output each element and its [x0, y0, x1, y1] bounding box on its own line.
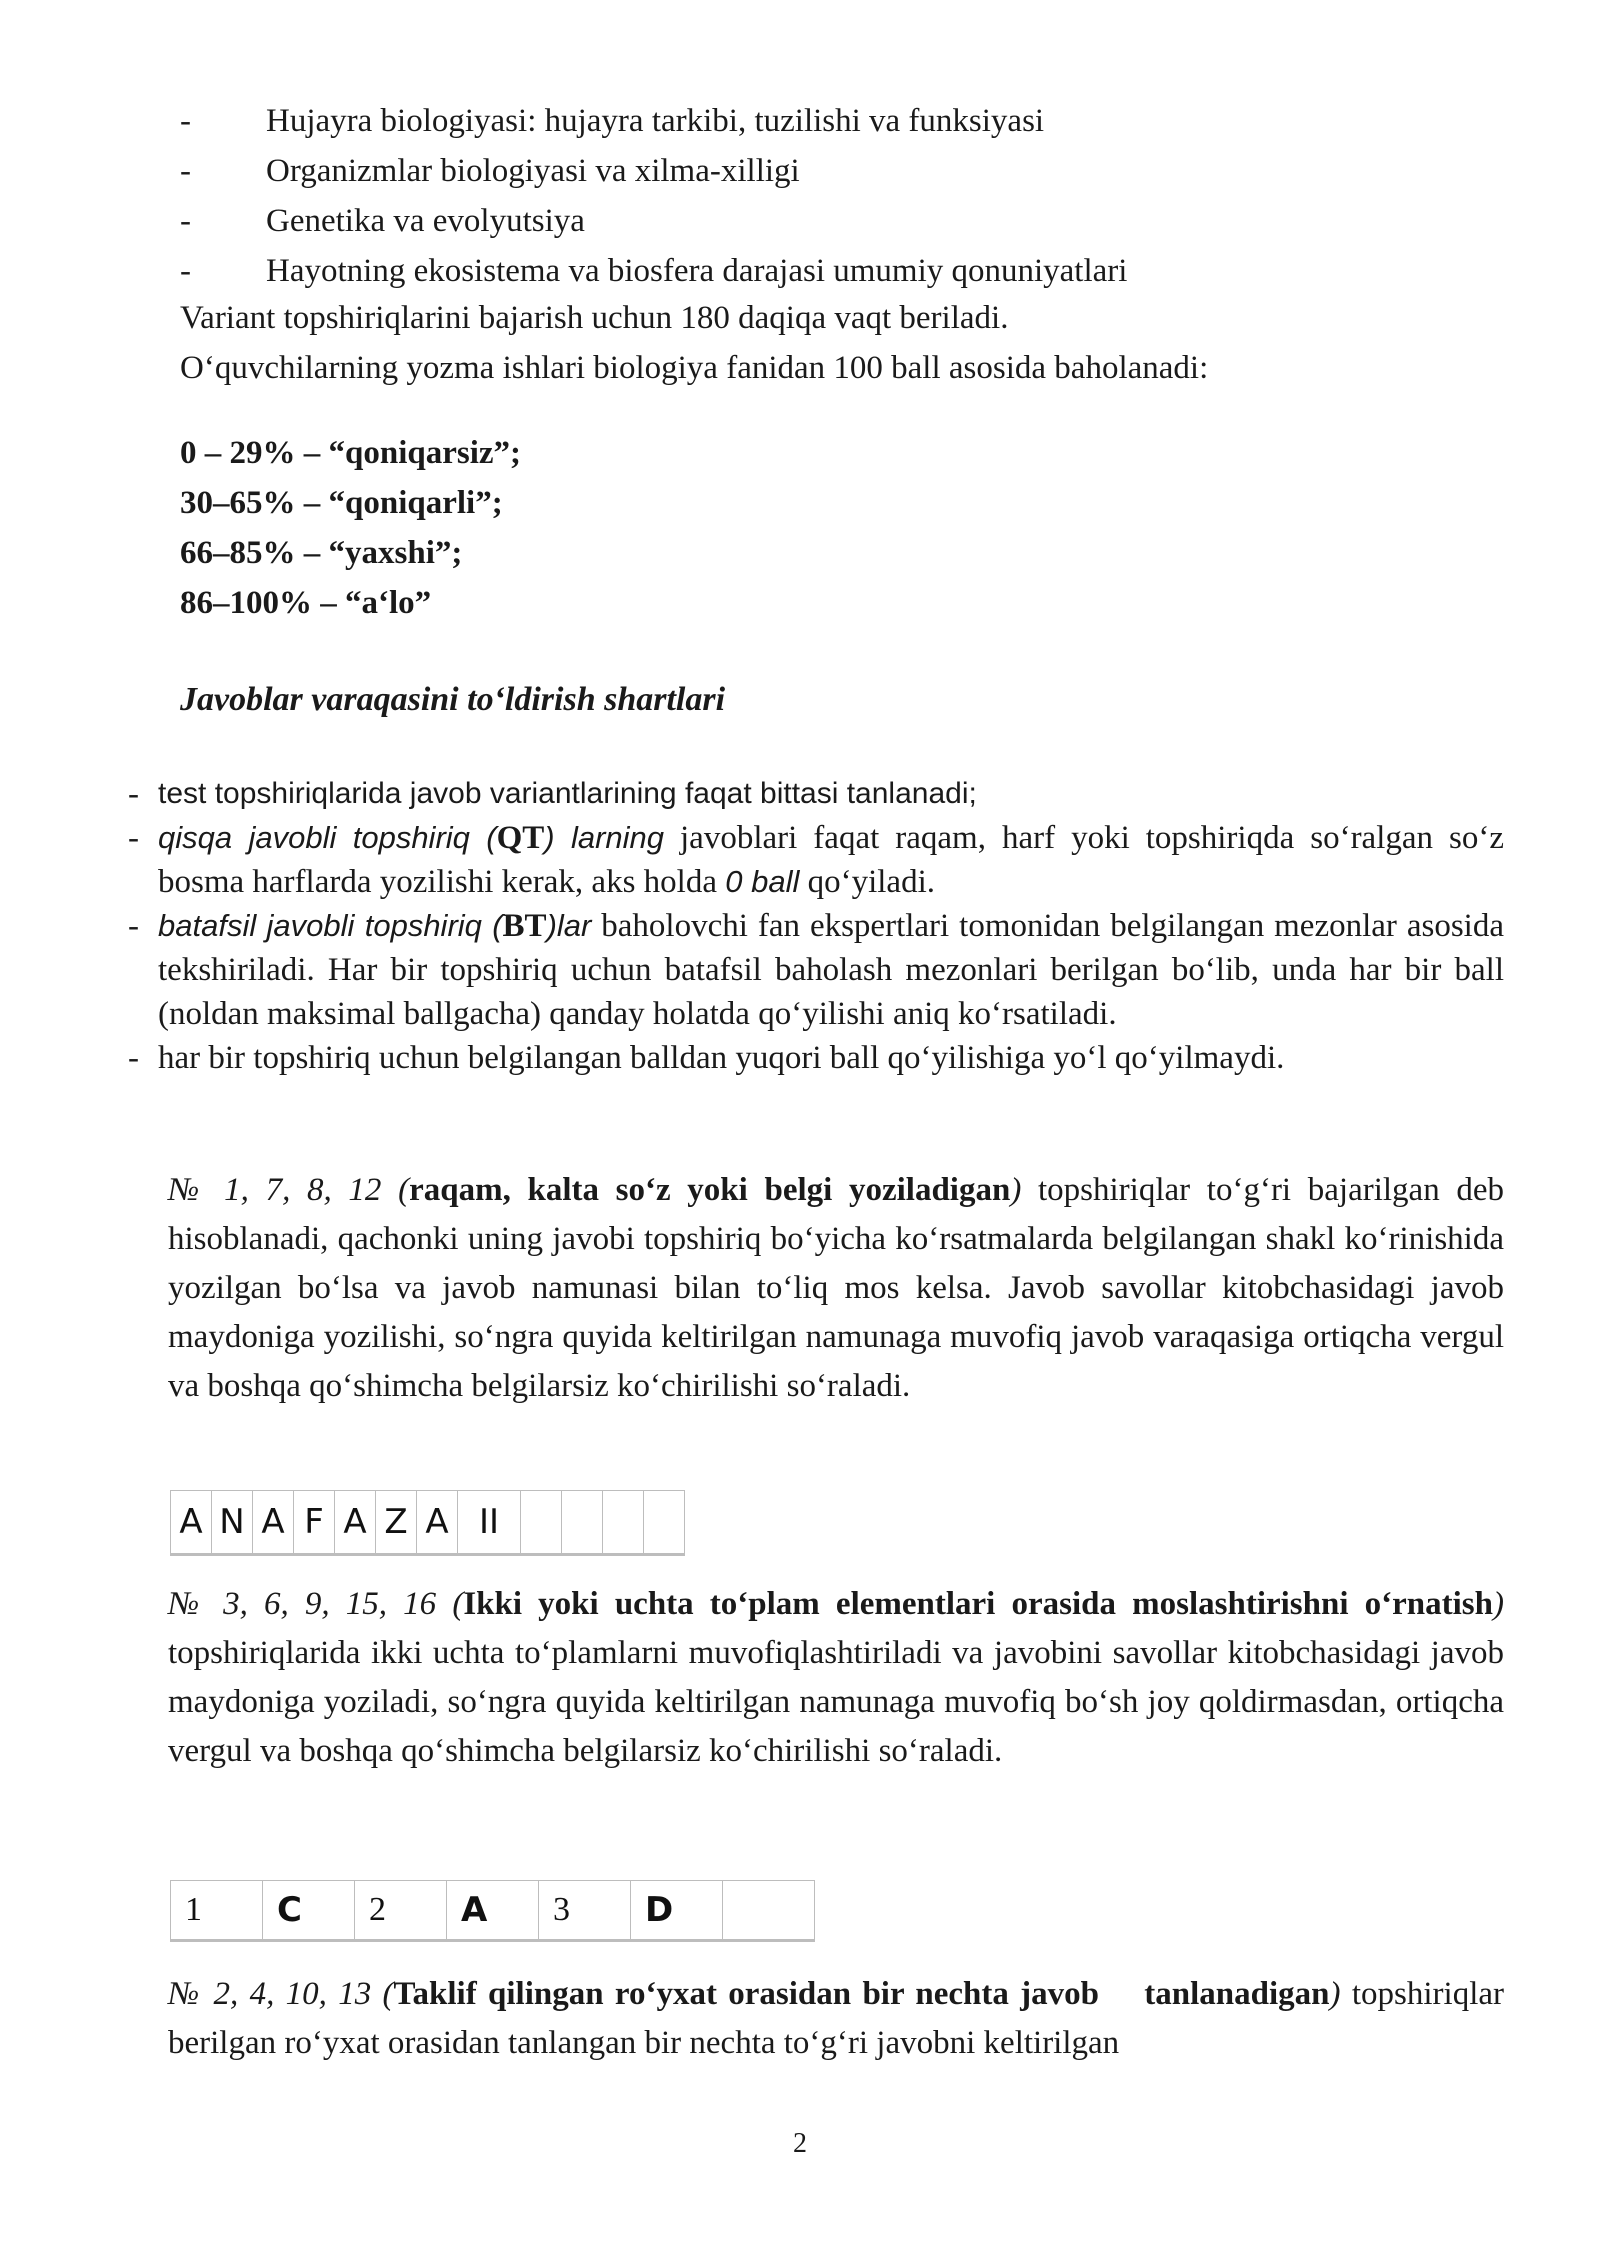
rule-bold: QT	[496, 820, 545, 856]
answer-cell	[562, 1491, 603, 1555]
answer-row	[171, 1491, 685, 1555]
answer-sample-grid	[170, 1490, 685, 1556]
rule-italic: batafsil javobli topshiriq (	[158, 908, 503, 943]
answer-cell: A	[253, 1491, 294, 1555]
topic-item	[180, 96, 1480, 146]
list-dash: -	[128, 820, 139, 856]
list-dash: -	[128, 908, 139, 944]
rules-list	[128, 772, 1504, 1080]
answer-cell: A	[447, 1881, 539, 1941]
rule-plain: baholovchi fan ekspertlari tomonidan belgilangan mezonlar asosida tekshiriladi. Har bir topshiriq uchun batafsil baholash mezonlari berilgan bo‘lib, unda har bir ball (noldan maksimal ballgacha) qanday holatda qo‘yilishi aniq ko‘rsatiladi.	[158, 908, 1504, 1032]
rule-item	[128, 904, 1504, 1036]
task-type: Taklif qilingan ro‘yxat orasidan bir nechta javob tanlanadigan	[393, 1976, 1330, 2012]
answer-cell: A	[335, 1491, 376, 1555]
answer-cell	[521, 1491, 562, 1555]
topic-list	[180, 96, 1480, 296]
rule-text	[158, 904, 1504, 1036]
topic-item	[180, 196, 1480, 246]
answer-cell: 1	[171, 1881, 263, 1941]
grade-item: 30–65% – “qoniqarli”;	[180, 485, 503, 521]
rule-item	[128, 1036, 1504, 1080]
task-type: Ikki yoki uchta to‘plam elementlari orasida moslashtirishni o‘rnatish	[463, 1586, 1493, 1622]
score-line: O‘quvchilarning yozma ishlari biologiya fanidan 100 ball asosida baholanadi:	[180, 350, 1209, 386]
task-numbers: № 3, 6, 9, 15, 16 (	[168, 1586, 464, 1622]
paragraph-text: topshiriqlar to‘g‘ri bajarilgan deb hisoblanadi, qachonki uning javobi topshiriq bo‘yicha ko‘rsatmalarda belgilangan shakl ko‘rinishida yozilgan bo‘lsa va javob namunasi bilan to‘liq mos kelsa. Javob savollar kitobchasidagi javob maydoniga yozilishi, so‘ngra quyida keltirilgan namunaga muvofiq javob varaqasiga ortiqcha vergul va boshqa qo‘shimcha belgilarsiz ko‘chirilishi so‘raladi.	[168, 1172, 1504, 1404]
list-dash: -	[180, 252, 191, 289]
answer-cell: N	[212, 1491, 253, 1555]
instruction-paragraph	[168, 1970, 1504, 2068]
page-number: 2	[793, 2128, 807, 2159]
answer-cell: D	[631, 1881, 723, 1941]
rule-italic: )lar	[546, 908, 592, 943]
rule-item	[128, 772, 1504, 816]
instruction-paragraph	[168, 1580, 1504, 1776]
answer-cell: A	[171, 1491, 212, 1555]
list-dash: -	[180, 102, 191, 139]
grade-item: 86–100% – “a‘lo”	[180, 585, 432, 621]
rule-text: test topshiriqlarida javob variantlarining faqat bittasi tanlanadi;	[158, 777, 977, 810]
rule-plain: javoblari faqat raqam, harf yoki topshiriqda so‘ralgan so‘z bosma harflarda yozilishi kerak, aks holda	[158, 820, 1504, 900]
topic-item	[180, 146, 1480, 196]
rule-italic: ) larning	[544, 820, 665, 855]
rule-italic: qisqa javobli topshiriq (	[158, 820, 497, 855]
grade-item: 66–85% – “yaxshi”;	[180, 535, 463, 571]
list-dash: -	[180, 202, 191, 239]
answer-cell: 2	[355, 1881, 447, 1941]
answer-cell	[723, 1881, 815, 1941]
task-bracket: )	[1010, 1172, 1022, 1208]
task-numbers: № 1, 7, 8, 12 (	[168, 1172, 410, 1208]
answer-cell: F	[294, 1491, 335, 1555]
matching-sample-grid	[170, 1880, 815, 1942]
answer-cell: Z	[376, 1491, 417, 1555]
list-dash: -	[128, 776, 139, 812]
answer-cell	[603, 1491, 644, 1555]
topic-text: Genetika va evolyutsiya	[266, 202, 585, 239]
task-bracket: )	[1493, 1586, 1504, 1622]
paragraph-text: topshiriqlarida ikki uchta to‘plamlarni muvofiqlashtiriladi va javobini savollar kitobchasidagi javob maydoniga yoziladi, so‘ngra quyida keltirilgan namunaga muvofiq bo‘sh joy qoldirmasdan, ortiqcha vergul va boshqa qo‘shimcha belgilarsiz ko‘chirilishi so‘raladi.	[168, 1635, 1504, 1769]
grade-item: 0 – 29% – “qoniqarsiz”;	[180, 435, 522, 471]
paragraph-text: topshiriqlar berilgan ro‘yxat orasidan tanlangan bir nechta to‘g‘ri javobni keltirilgan	[168, 1976, 1504, 2061]
topic-text: Hayotning ekosistema va biosfera darajasi umumiy qonuniyatlari	[266, 252, 1128, 289]
time-line: Variant topshiriqlarini bajarish uchun 180 daqiqa vaqt beriladi.	[180, 300, 1009, 336]
rule-bold: BT	[502, 908, 547, 944]
task-bracket: )	[1329, 1976, 1341, 2012]
answer-row	[171, 1881, 815, 1941]
rule-item	[128, 816, 1504, 904]
instruction-paragraph	[168, 1166, 1504, 1411]
task-numbers: № 2, 4, 10, 13 (	[168, 1976, 394, 2012]
answer-cell	[644, 1491, 685, 1555]
task-type: raqam, kalta so‘z yoki belgi yoziladigan	[409, 1172, 1011, 1208]
answer-cell: 3	[539, 1881, 631, 1941]
list-dash: -	[180, 152, 191, 189]
topic-item	[180, 246, 1480, 296]
answer-cell: II	[458, 1491, 521, 1555]
rule-plain: qo‘yiladi.	[799, 864, 936, 900]
answer-cell: C	[263, 1881, 355, 1941]
rule-text: har bir topshiriq uchun belgilangan balldan yuqori ball qo‘yilishiga yo‘l qo‘yilmaydi.	[158, 1040, 1285, 1076]
rule-italic: 0 ball	[725, 864, 800, 899]
topic-text: Organizmlar biologiyasi va xilma-xilligi	[266, 152, 800, 189]
answer-cell: A	[417, 1491, 458, 1555]
list-dash: -	[128, 1040, 139, 1076]
section-heading: Javoblar varaqasini to‘ldirish shartlari	[180, 681, 726, 718]
grade-scale	[180, 428, 521, 628]
topic-text: Hujayra biologiyasi: hujayra tarkibi, tuzilishi va funksiyasi	[266, 102, 1045, 139]
rule-text	[158, 816, 1504, 904]
